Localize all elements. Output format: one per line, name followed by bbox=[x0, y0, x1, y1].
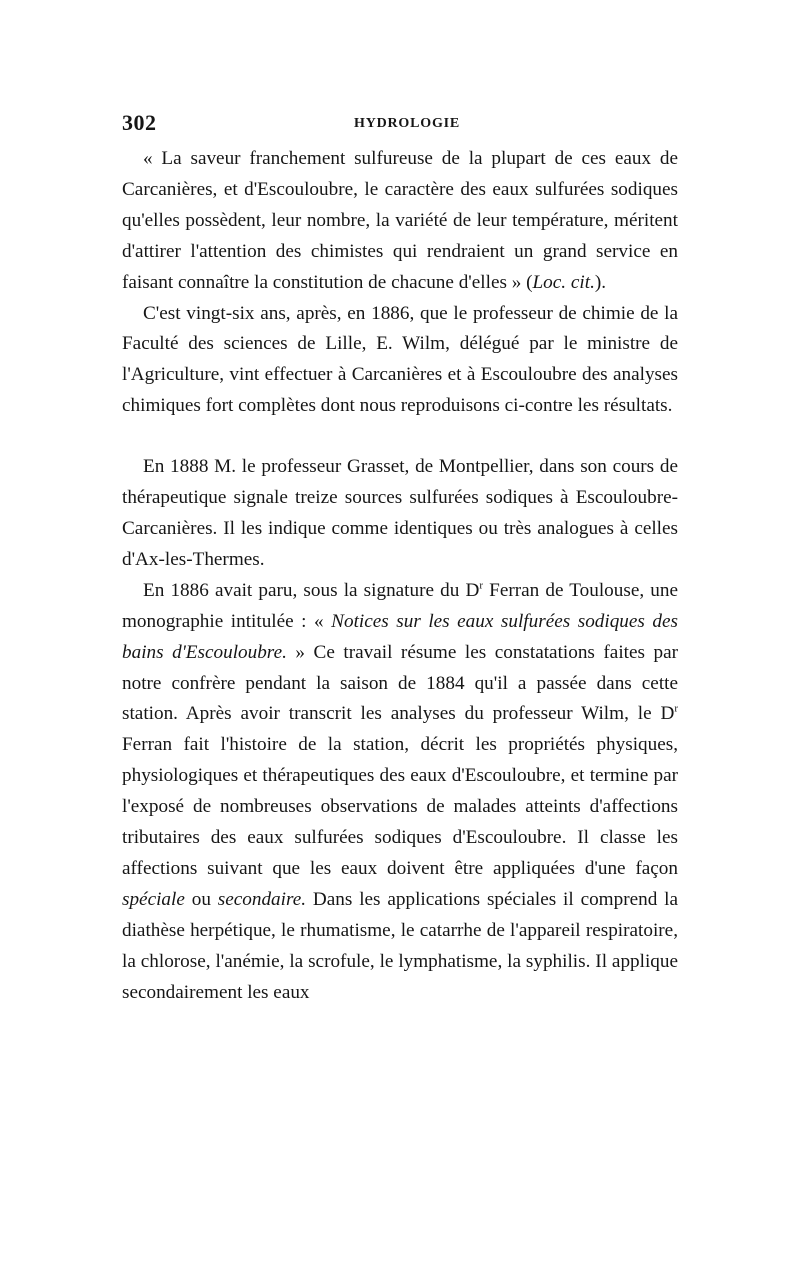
ferran-text-b: Ferran de Toulouse, une monographie intitulée : « bbox=[122, 579, 678, 632]
superscript-r: r bbox=[479, 579, 484, 592]
monograph-title: Notices sur les eaux sulfurées sodiques des bains d'Escouloubre. bbox=[122, 610, 678, 663]
paragraph-ferran-monograph bbox=[122, 576, 678, 1009]
citation-loc-cit: Loc. cit. bbox=[532, 271, 595, 293]
ferran-text-e: ou bbox=[184, 888, 218, 910]
term-secondaire: secondaire. bbox=[217, 888, 307, 910]
ferran-text-c: » Ce travail résume les constatations faites par notre confrère pendant la saison de 1884 qu'il a passée dans cette station. Après avoir transcrit les analyses du professeur Wilm, le D bbox=[122, 641, 678, 725]
term-speciale: spéciale bbox=[122, 888, 185, 910]
page-number: 302 bbox=[122, 110, 157, 135]
paragraph-wilm-analyses: C'est vingt-six ans, après, en 1886, que le professeur de chimie de la Faculté des sciences de Lille, E. Wilm, délégué par le ministre de l'Agriculture, vint effectuer à Carcanières et à Escouloubre des analyses chimiques fort complètes dont nous reproduisons ci-contre les résultats. bbox=[122, 302, 678, 417]
section-gap bbox=[122, 422, 678, 452]
paragraph-grasset: En 1888 M. le professeur Grasset, de Montpellier, dans son cours de thérapeutique signale treize sources sulfurées sodiques à Escouloubre-Carcanières. Il les indique comme identiques ou très analogues à celles d'Ax-les-Thermes. bbox=[122, 456, 678, 570]
superscript-r: r bbox=[674, 703, 678, 716]
running-title: HYDROLOGIE bbox=[354, 116, 461, 131]
ferran-text-d: Ferran fait l'histoire de la station, décrit les propriétés physiques, physiologiques et thérapeutiques des eaux d'Escouloubre, et termine par l'exposé de nombreuses observations de malades atteints d'affections tributaires des eaux sulfurées sodiques d'Escouloubre. Il classe les affections suivant que les eaux doivent être appliquées d'une façon bbox=[122, 734, 678, 879]
book-page bbox=[122, 110, 678, 1008]
quotation-text: « La saveur franchement sulfureuse de la plupart de ces eaux de Carcanières, et d'Escouloubre, le caractère des eaux sulfurées sodiques qu'elles possèdent, leur nombre, la variété de leur température, méritent d'attirer l'attention des chimistes qui rendraient un grand service en faisant connaître la constitution de chacune d'elles » ( bbox=[122, 148, 678, 293]
ferran-text-f: Dans les applications spéciales il comprend la diathèse herpétique, le rhumatisme, le catarrhe de l'appareil respiratoire, la chlorose, l'anémie, la scrofule, le lymphatisme, la syphilis. Il applique secondairement les eaux bbox=[122, 888, 679, 1003]
citation-close: ). bbox=[594, 271, 607, 293]
ferran-text-a: En 1886 avait paru, sous la signature du D bbox=[143, 579, 480, 601]
running-head bbox=[122, 110, 678, 144]
paragraph-quotation bbox=[122, 144, 678, 299]
